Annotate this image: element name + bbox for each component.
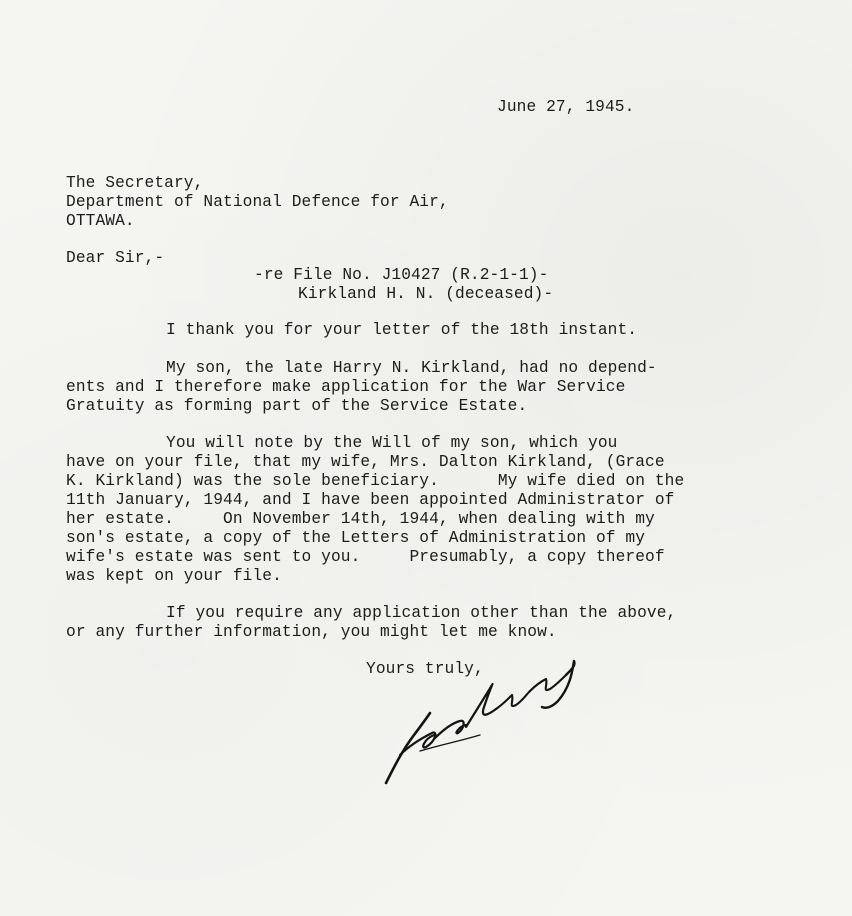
salutation: Dear Sir,- <box>66 249 165 267</box>
recipient-line: Department of National Defence for Air, <box>66 193 449 211</box>
paragraph-line: ents and I therefore make application for the War Service <box>66 378 626 396</box>
paragraph-line: or any further information, you might let me know. <box>66 623 557 641</box>
reference-line: Kirkland H. N. (deceased)- <box>298 285 554 303</box>
paragraph-line: K. Kirkland) was the sole beneficiary. My wife died on the <box>66 472 685 490</box>
letter-date: June 27, 1945. <box>497 98 635 116</box>
recipient-line: OTTAWA. <box>66 212 135 230</box>
paragraph-line: 11th January, 1944, and I have been appointed Administrator of <box>66 491 675 509</box>
closing: Yours truly, <box>366 660 484 678</box>
paragraph-line: her estate. On November 14th, 1944, when dealing with my <box>66 510 655 528</box>
paragraph-line: have on your file, that my wife, Mrs. Dalton Kirkland, (Grace <box>66 453 665 471</box>
paragraph-line: Gratuity as forming part of the Service Estate. <box>66 397 528 415</box>
paragraph-line: was kept on your file. <box>66 567 282 585</box>
paragraph-line: If you require any application other than the above, <box>166 604 677 622</box>
paragraph-line: I thank you for your letter of the 18th instant. <box>166 321 638 339</box>
recipient-line: The Secretary, <box>66 174 204 192</box>
handwritten-signature <box>380 655 590 790</box>
reference-line: -re File No. J10427 (R.2-1-1)- <box>254 266 549 284</box>
paragraph-line: wife's estate was sent to you. Presumably, a copy thereof <box>66 548 665 566</box>
paragraph-line: son's estate, a copy of the Letters of Administration of my <box>66 529 646 547</box>
paragraph-line: My son, the late Harry N. Kirkland, had no depend- <box>166 359 657 377</box>
paragraph-line: You will note by the Will of my son, which you <box>166 434 618 452</box>
